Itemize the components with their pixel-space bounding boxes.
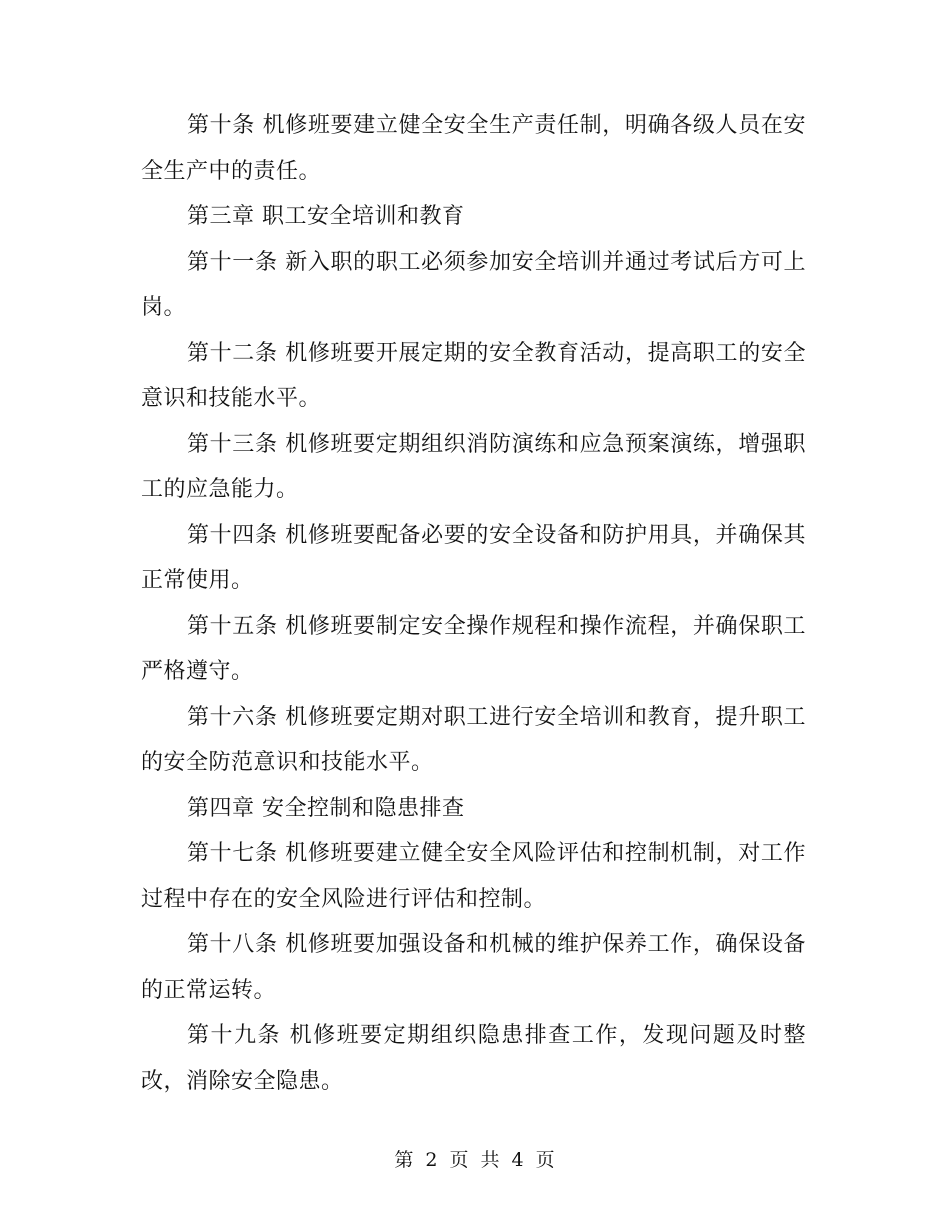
paragraph-article-17: 第十七条 机修班要建立健全安全风险评估和控制机制，对工作过程中存在的安全风险进行评估和控制。 [141,841,806,912]
paragraph-article-12: 第十二条 机修班要开展定期的安全教育活动，提高职工的安全意识和技能水平。 [141,340,806,411]
paragraph-article-18: 第十八条 机修班要加强设备和机械的维护保养工作，确保设备的正常运转。 [141,932,806,1003]
chapter-heading-4: 第四章 安全控制和隐患排查 [187,795,465,821]
paragraph-article-11: 第十一条 新入职的职工必须参加安全培训并通过考试后方可上岗。 [141,249,806,320]
paragraph-article-19: 第十九条 机修班要定期组织隐患排查工作，发现问题及时整改，消除安全隐患。 [141,1023,806,1094]
paragraph-article-15: 第十五条 机修班要制定安全操作规程和操作流程，并确保职工严格遵守。 [141,613,806,684]
document-body [141,103,806,1104]
page-number-footer: 第 2 页 共 4 页 [394,1149,556,1171]
chapter-heading-3: 第三章 职工安全培训和教育 [187,204,465,229]
paragraph-article-10: 第十条 机修班要建立健全安全生产责任制，明确各级人员在安全生产中的责任。 [141,113,806,184]
paragraph-article-14: 第十四条 机修班要配备必要的安全设备和防护用具，并确保其正常使用。 [141,522,806,593]
paragraph-article-13: 第十三条 机修班要定期组织消防演练和应急预案演练，增强职工的应急能力。 [141,431,806,502]
paragraph-article-16: 第十六条 机修班要定期对职工进行安全培训和教育，提升职工的安全防范意识和技能水平。 [141,704,806,775]
